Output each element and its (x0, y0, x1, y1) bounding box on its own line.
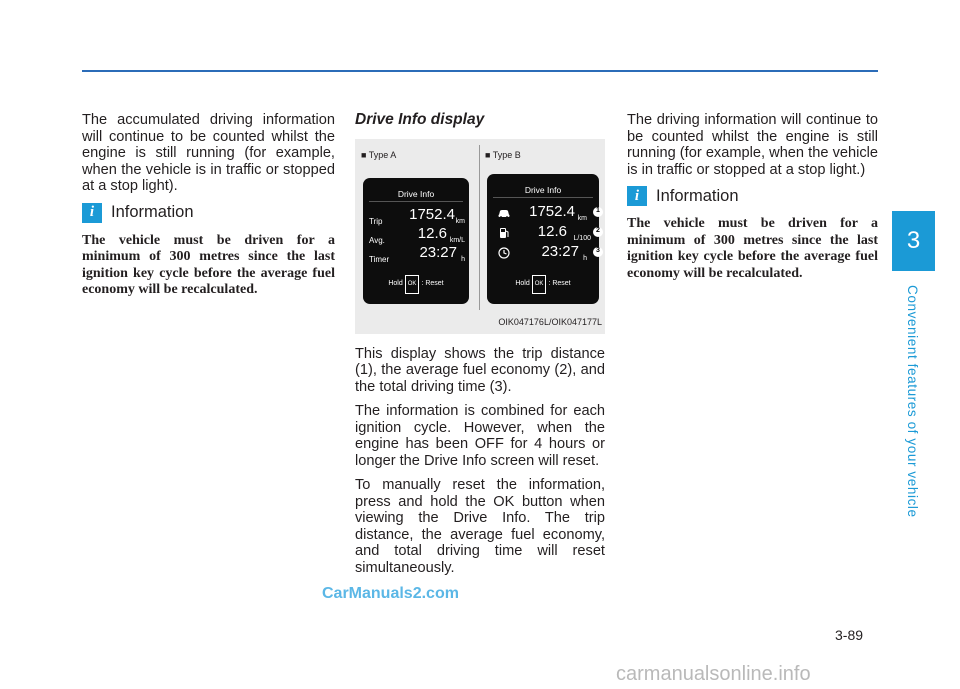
cluster-screen-type-a (363, 178, 469, 304)
timer-label: Timer (369, 254, 390, 264)
callout-badge-1: 1 (593, 207, 603, 217)
screen-title: Drive Info (397, 188, 435, 199)
fuel-economy-row (487, 224, 599, 242)
car-icon (497, 206, 511, 220)
fuel-pump-icon (497, 226, 511, 240)
ok-key: OK (405, 275, 420, 294)
watermark-carmanualsonline: carmanualsonline.info (616, 663, 811, 685)
intro-paragraph: The accumulated driving information will continue to be counted whilst the engine is still running (for example, when the vehicle is in traffic or stopped at a stop light). (82, 112, 335, 194)
drive-info-paragraph-3: To manually reset the information, press and hold the OK button when viewing the Drive Info. The trip distance, the average fuel economy, and total driving time will reset simultaneously. (355, 477, 605, 576)
cluster-screen-type-b (487, 174, 599, 304)
driving-time-unit: h (583, 254, 587, 262)
info-body: The vehicle must be driven for a minimum of 300 metres since the last ignition key cycle before the average fuel economy will be recalculated. (82, 232, 335, 297)
hold-reset-hint (363, 275, 469, 294)
trip-unit: km (455, 217, 465, 225)
continuation-paragraph: The driving information will continue to be counted whilst the engine is still running (for example, when the vehicle is in traffic or stopped at a stop light.) (627, 112, 878, 178)
driving-time-value: 23:27 (541, 242, 579, 260)
column-2 (355, 112, 605, 584)
information-icon: i (82, 203, 102, 223)
column-3 (627, 112, 878, 290)
chapter-tab (892, 211, 935, 271)
trip-distance-unit: km (577, 214, 587, 222)
hold-prefix: Hold (515, 280, 530, 287)
avg-value: 12.6 (417, 224, 447, 242)
screen-title: Drive Info (524, 184, 562, 195)
screen-divider (369, 201, 463, 202)
hold-suffix: : Reset (421, 280, 444, 287)
timer-value: 23:27 (419, 243, 457, 261)
page-number: 3-89 (835, 627, 864, 643)
trip-row (363, 207, 469, 225)
callout-badge-3: 3 (593, 247, 603, 257)
trip-distance-row (487, 204, 599, 222)
chapter-number: 3 (906, 227, 921, 254)
timer-unit: h (461, 255, 465, 263)
type-a-label: ■ Type A (361, 149, 397, 160)
drive-info-paragraph-1: This display shows the trip distance (1), the average fuel economy (2), and the total driving time (3). (355, 345, 605, 395)
fuel-economy-value: 12.6 (537, 222, 567, 240)
information-icon: i (627, 186, 647, 206)
callout-badge-2: 2 (593, 227, 603, 237)
avg-row (363, 226, 469, 244)
hold-reset-hint (487, 275, 599, 294)
drive-info-paragraph-2: The information is combined for each ignition cycle. However, when the engine has been OFF for 4 hours or longer the Drive Info screen will reset. (355, 403, 605, 469)
column-1 (82, 112, 335, 307)
avg-unit: km/L (449, 236, 465, 244)
watermark-carmanuals2: CarManuals2.com (322, 585, 459, 602)
avg-label: Avg. (369, 235, 385, 245)
info-body: The vehicle must be driven for a minimum of 300 metres since the last ignition key cycle before the average fuel economy will be recalculated. (627, 216, 878, 281)
fuel-economy-unit: L/100 (573, 234, 591, 242)
hold-prefix: Hold (388, 280, 403, 287)
trip-distance-value: 1752.4 (529, 202, 575, 220)
drive-info-figure (355, 139, 605, 334)
header-rule (82, 70, 878, 72)
info-heading (82, 203, 335, 223)
clock-icon (497, 246, 511, 260)
section-title: Drive Info display (355, 111, 485, 128)
figure-code: OIK047176L/OIK047177L (498, 317, 602, 327)
info-title: Information (656, 186, 739, 205)
timer-row (363, 245, 469, 263)
type-b-label: ■ Type B (485, 149, 521, 160)
info-heading (627, 186, 878, 206)
chapter-side-title (897, 285, 927, 518)
hold-suffix: : Reset (548, 280, 571, 287)
figure-divider (479, 145, 480, 310)
chapter-title: Convenient features of your vehicle (905, 285, 920, 518)
screen-divider (493, 197, 593, 198)
trip-value: 1752.4 (409, 205, 455, 223)
ok-key: OK (532, 275, 547, 294)
driving-time-row (487, 244, 599, 262)
info-title: Information (111, 203, 194, 222)
trip-label: Trip (369, 216, 383, 226)
